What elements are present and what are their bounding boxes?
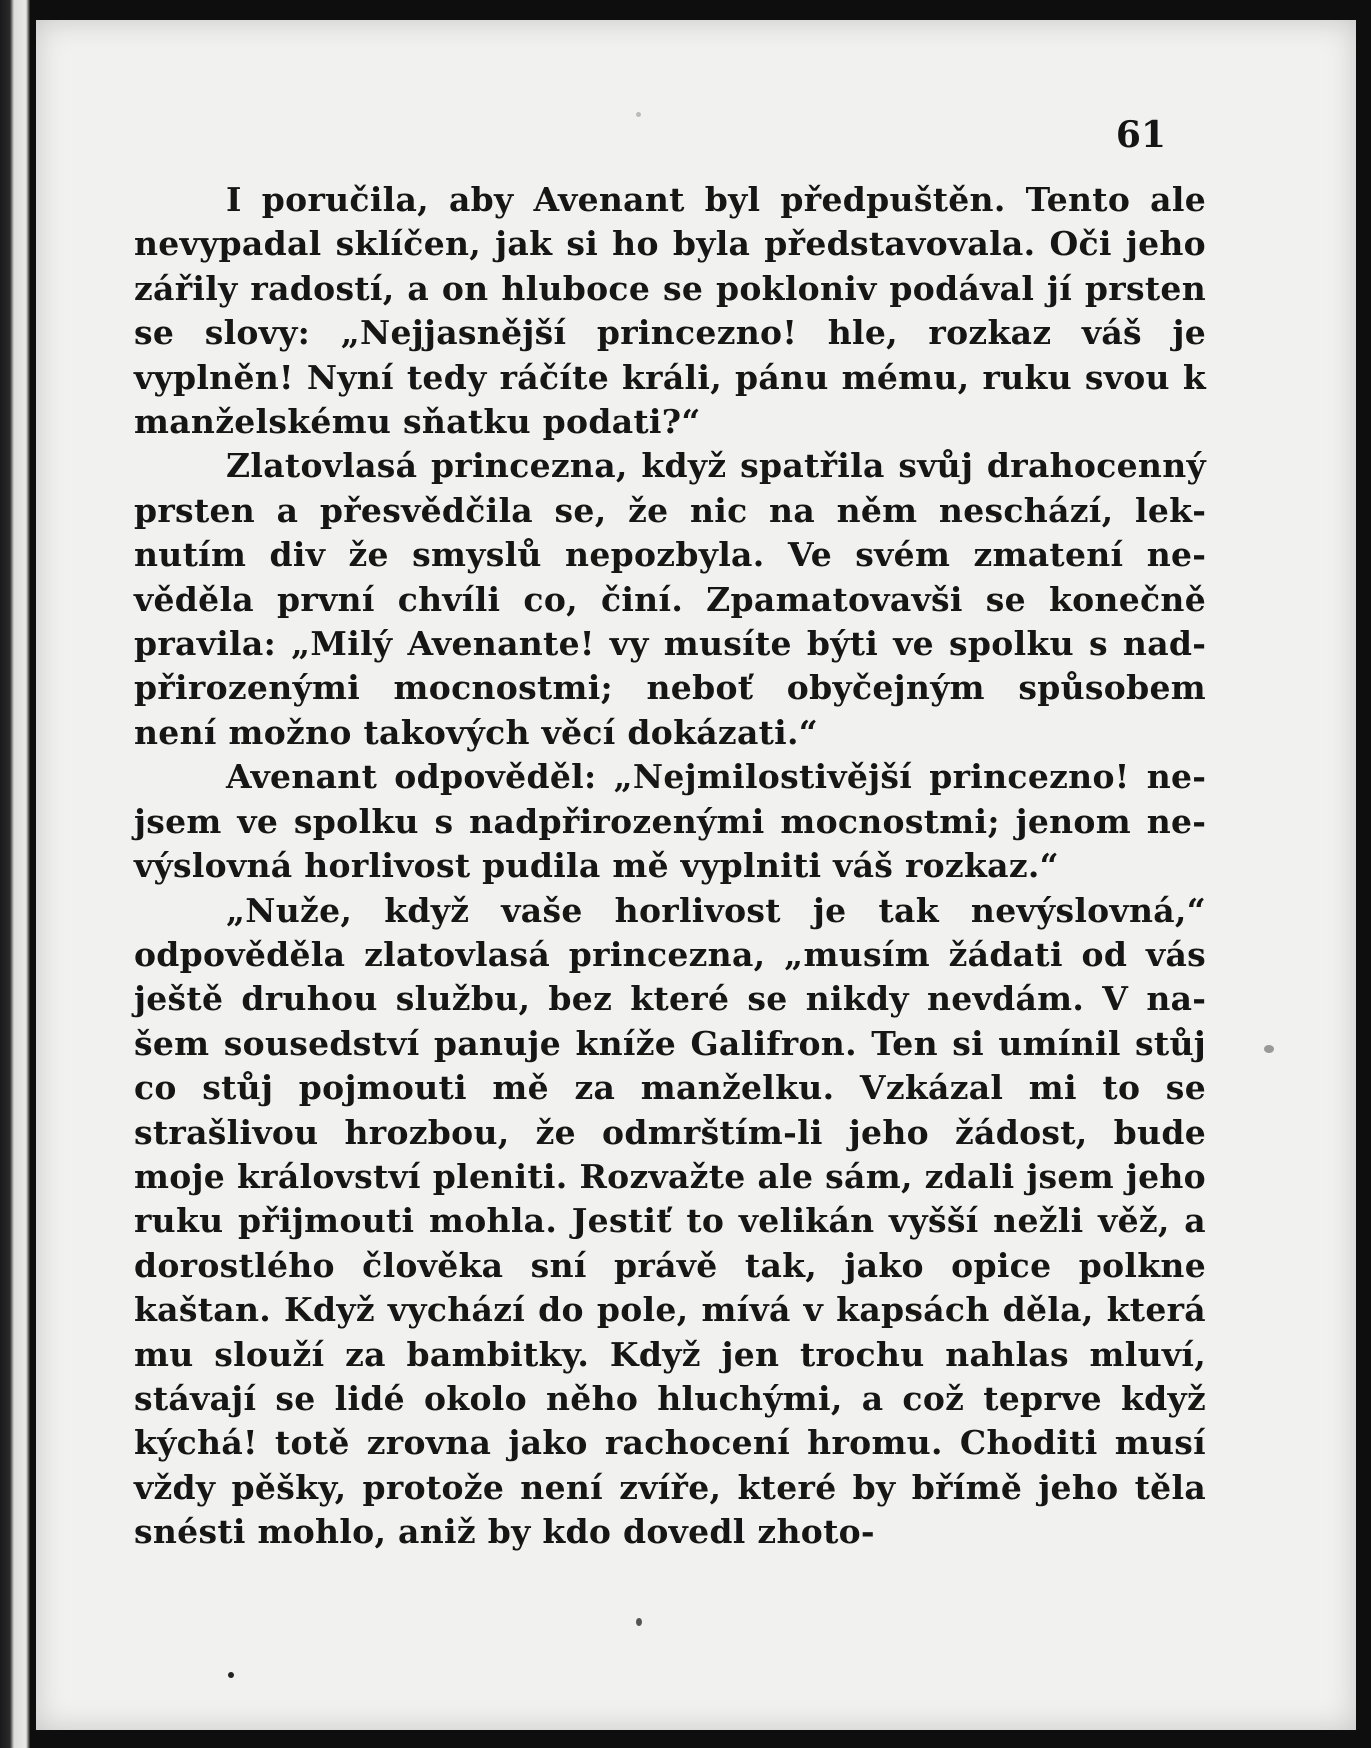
paragraph-3: Avenant odpověděl: „Nejmilostivější princezno! nejsem ve spolku s nadpřirozenými mocnostmi; jenom nevýslovná horlivost pudila mě vyplniti váš rozkaz.“ <box>134 757 1206 886</box>
body-text <box>134 178 1206 1555</box>
page-left-edge <box>0 0 30 1748</box>
ink-speck <box>1264 1045 1274 1053</box>
page-number: 61 <box>1115 114 1166 156</box>
ink-speck <box>636 112 641 117</box>
paragraph-4: „Nuže, když vaše horlivost je tak nevýslovná,“ odpověděla zlatovlasá princezna, „musím žádati od vás ještě druhou službu, bez které se nikdy nevdám. V našem sousedství panuje kníže Galifron. Ten si umínil stůj co stůj pojmouti mě za manželku. Vzkázal mi to se strašlivou hrozbou, že odmrštím-li jeho žádost, bude moje království pleniti. Rozvažte ale sám, zdali jsem jeho ruku přijmouti mohla. Jestiť to velikán vyšší nežli věž, a dorostlého člověka sní právě tak, jako opice polkne kaštan. Když vychází do pole, mívá v kapsách děla, která mu slouží za bambitky. Když jen trochu nahlas mluví, stávají se lidé okolo něho hluchými, a což teprve když kýchá! totě zrovna jako rachocení hromu. Choditi musí vždy pěšky, protože není zvíře, které by břímě jeho těla snésti mohlo, aniž by kdo dovedl zhoto- <box>134 890 1206 1552</box>
paragraph-1: I poručila, aby Avenant byl předpuštěn. Tento ale nevypadal sklíčen, jak si ho byla představovala. Oči jeho zářily radostí, a on hluboce se pokloniv podával jí prsten se slovy: „Nejjasnější princezno! hle, rozkaz váš je vyplněn! Nyní tedy ráčíte králi, pánu mému, ruku svou k manželskému sňatku podati?“ <box>134 180 1206 442</box>
ink-speck <box>228 1672 234 1678</box>
book-page <box>36 20 1356 1730</box>
ink-speck <box>636 1618 642 1626</box>
paragraph-2: Zlatovlasá princezna, když spatřila svůj drahocenný prsten a přesvědčila se, že nic na něm neschází, leknutím div že smyslů nepozbyla. Ve svém zmatení nevěděla první chvíli co, činí. Zpamatovavši se konečně pravila: „Milý Avenante! vy musíte býti ve spolku s nadpřirozenými mocnostmi; neboť obyčejným spůsobem není možno takových věcí dokázati.“ <box>134 446 1206 752</box>
